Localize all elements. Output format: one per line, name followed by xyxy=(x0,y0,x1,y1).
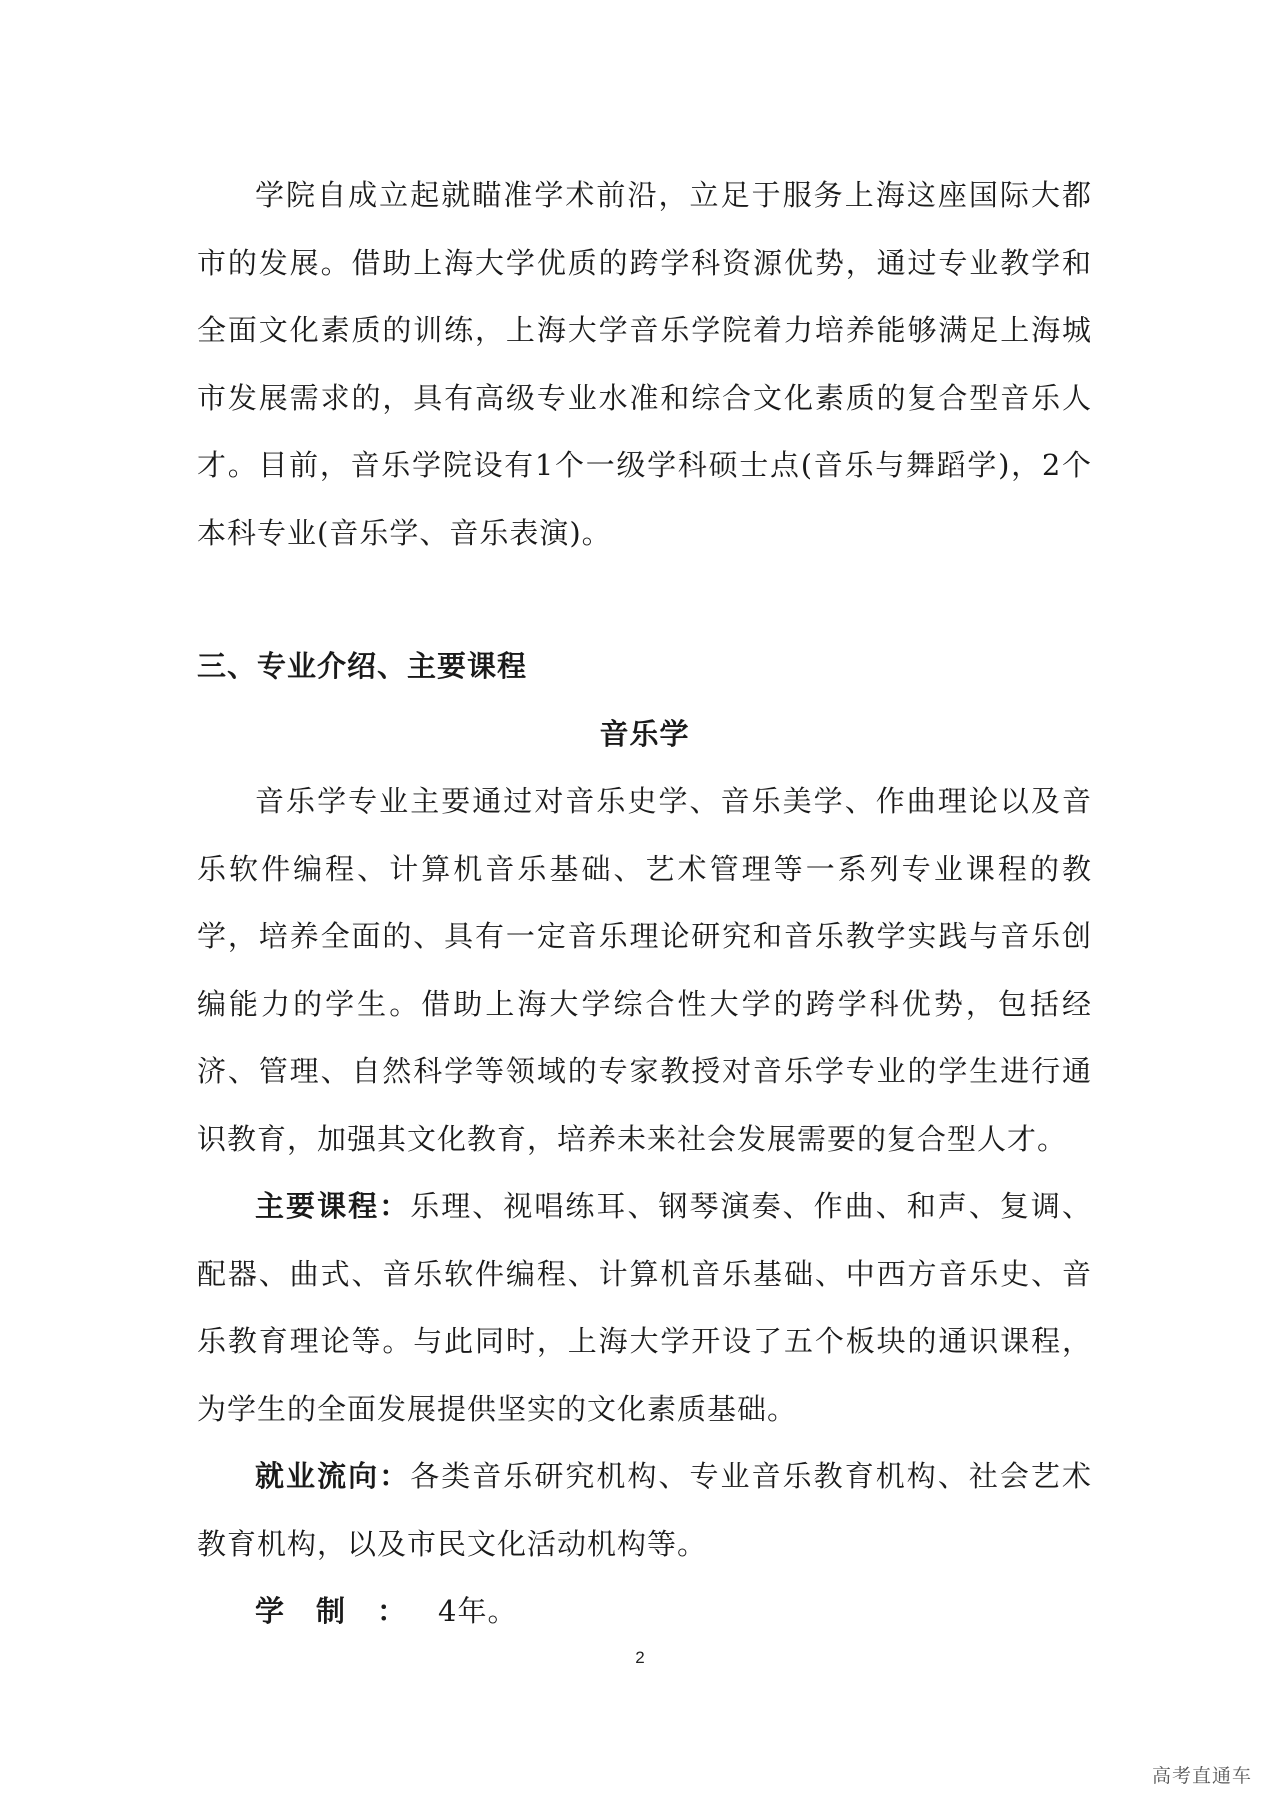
page-content xyxy=(197,162,1092,1646)
duration-text: 4年。 xyxy=(438,1594,518,1628)
major-title: 音乐学 xyxy=(599,716,690,751)
intro-paragraph: 学院自成立起就瞄准学术前沿，立足于服务上海这座国际大都市的发展。借助上海大学优质的跨学科资源优势，通过专业教学和全面文化素质的训练，上海大学音乐学院着力培养能够满足上海城市发展需求的，具有高级专业水准和综合文化素质的复合型音乐人才。目前，音乐学院设有1个一级学科硕士点(音乐与舞蹈学)，2个本科专业(音乐学、音乐表演)。 xyxy=(197,178,1092,550)
watermark: 高考直通车 xyxy=(1151,1765,1252,1787)
career-label: 就业流向： xyxy=(255,1459,411,1493)
section-heading: 三、专业介绍、主要课程 xyxy=(197,649,528,683)
duration-paragraph xyxy=(197,1578,1092,1646)
major-description: 音乐学专业主要通过对音乐史学、音乐美学、作曲理论以及音乐软件编程、计算机音乐基础、艺术管理等一系列专业课程的教学，培养全面的、具有一定音乐理论研究和音乐教学实践与音乐创编能力的学生。借助上海大学综合性大学的跨学科优势，包括经济、管理、自然科学等领域的专家教授对音乐学专业的学生进行通识教育，加强其文化教育，培养未来社会发展需要的复合型人才。 xyxy=(197,784,1092,1156)
courses-text: 乐理、视唱练耳、钢琴演奏、作曲、和声、复调、配器、曲式、音乐软件编程、计算机音乐基础、中西方音乐史、音乐教育理论等。与此同时，上海大学开设了五个板块的通识课程，为学生的全面发展提供坚实的文化素质基础。 xyxy=(197,1189,1092,1426)
duration-label: 学制： xyxy=(255,1594,439,1628)
career-text: 各类音乐研究机构、专业音乐教育机构、社会艺术教育机构，以及市民文化活动机构等。 xyxy=(197,1459,1092,1561)
career-paragraph xyxy=(197,1443,1092,1578)
page-number: 2 xyxy=(635,1648,645,1667)
courses-label: 主要课程： xyxy=(255,1189,411,1223)
courses-paragraph xyxy=(197,1173,1092,1443)
